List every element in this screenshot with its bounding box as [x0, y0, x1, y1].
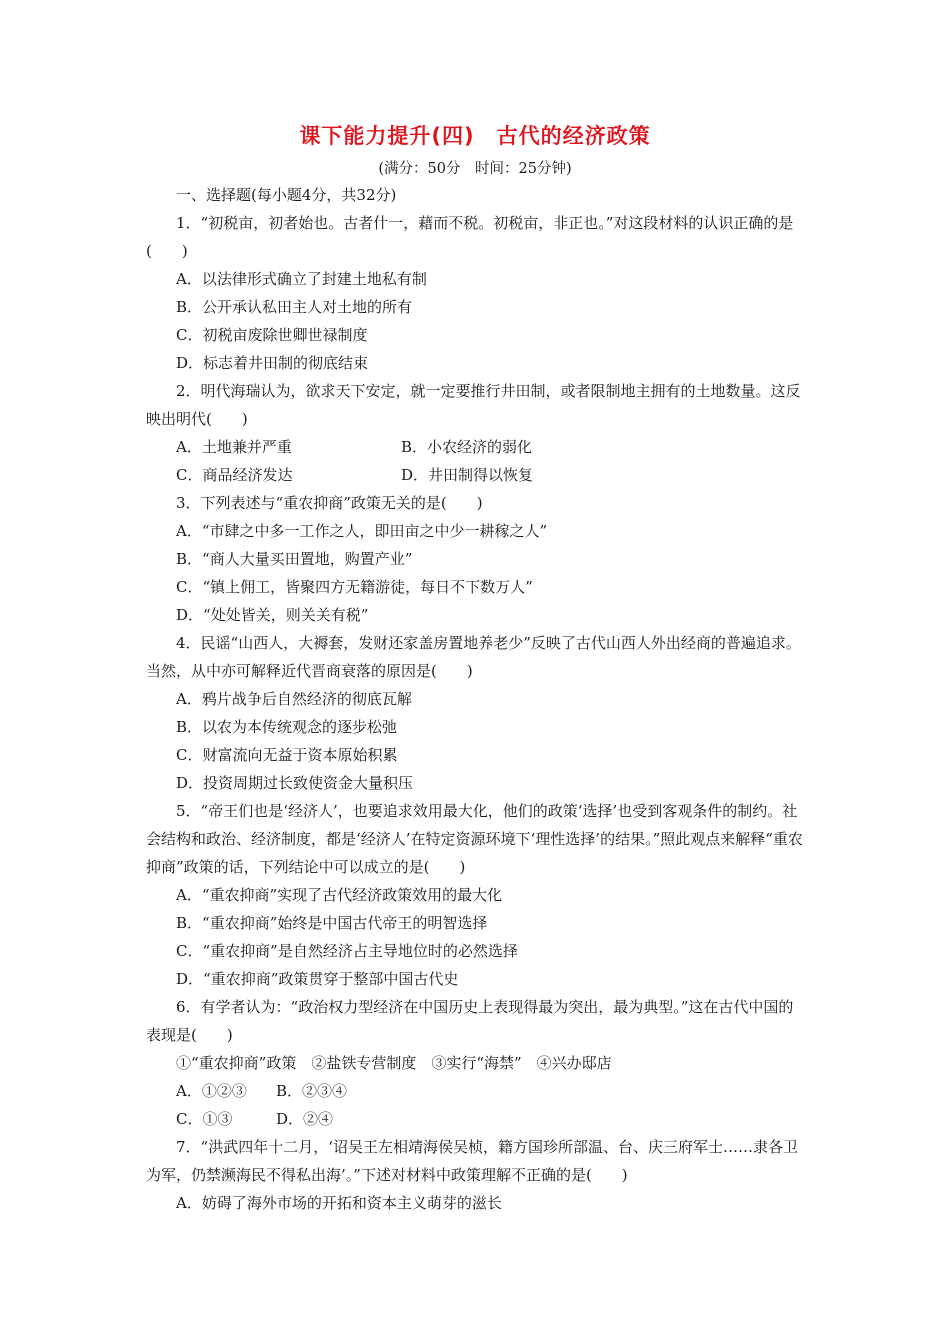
- section-heading: 一、选择题(每小题4分，共32分): [176, 186, 397, 204]
- answer-option: A．鸦片战争后自然经济的彻底瓦解: [176, 690, 412, 708]
- answer-option: B．公开承认私田主人对土地的所有: [176, 298, 413, 316]
- answer-option-row: [146, 1077, 808, 1105]
- answer-option: C．初税亩废除世卿世禄制度: [176, 326, 368, 344]
- question-stem: 1．“初税亩，初者始也。古者什一，藉而不税。初税亩，非正也。”对这段材料的认识正确的是( ): [146, 214, 794, 260]
- answer-option: D．井田制得以恢复: [401, 466, 534, 484]
- answer-option: B．以农为本传统观念的逐步松弛: [176, 718, 398, 736]
- answer-option: A．①②③: [176, 1082, 247, 1100]
- question-stem: 6．有学者认为：“政治权力型经济在中国历史上表现得最为突出，最为典型。”这在古代中国的表现是( ): [146, 998, 794, 1044]
- answer-option: D．“处处皆关，则关关有税”: [176, 606, 369, 624]
- numbered-items: ①“重农抑商”政策 ②盐铁专营制度 ③实行“海禁” ④兴办邸店: [176, 1054, 612, 1072]
- answer-option: A．“市肆之中多一工作之人，即田亩之中少一耕稼之人”: [176, 522, 548, 540]
- answer-option: D．投资周期过长致使资金大量积压: [176, 774, 414, 792]
- answer-option: D．②④: [276, 1110, 334, 1128]
- question-stem: 3．下列表述与“重农抑商”政策无关的是( ): [176, 494, 483, 512]
- answer-option: B．“商人大量买田置地，购置产业”: [176, 550, 413, 568]
- answer-option: A．以法律形式确立了封建土地私有制: [176, 270, 427, 288]
- page-title: 课下能力提升(四) 古代的经济政策: [299, 124, 651, 148]
- answer-option: C．“镇上佣工，皆聚四方无籍游徒，每日不下数万人”: [176, 578, 533, 596]
- question-list: [146, 181, 808, 1217]
- answer-option-row: [146, 433, 808, 461]
- question-stem: 7．“洪武四年十二月，‘诏吴王左相靖海侯吴桢，籍方国珍所部温、台、庆三府军士……隶各卫为军，仍禁濒海民不得私出海’。”下述对材料中政策理解不正确的是( ): [146, 1138, 798, 1184]
- question-stem: 2．明代海瑞认为，欲求天下安定，就一定要推行井田制，或者限制地主拥有的土地数量。这反映出明代( ): [146, 382, 801, 428]
- answer-option: C．“重农抑商”是自然经济占主导地位时的必然选择: [176, 942, 518, 960]
- question-stem: 5．“帝王们也是‘经济人’，也要追求效用最大化，他们的政策‘选择’也受到客观条件的制约。社会结构和政治、经济制度，都是‘经济人’在特定资源环境下‘理性选择’的结果。”照此观点来解释“重农抑商”政策的话，下列结论中可以成立的是( ): [146, 802, 803, 876]
- page-subtitle: (满分：50分 时间：25分钟): [378, 161, 572, 177]
- answer-option: C．①③: [176, 1110, 233, 1128]
- answer-option: A．土地兼并严重: [176, 438, 292, 456]
- answer-option-row: [146, 461, 808, 489]
- answer-option: A．妨碍了海外市场的开拓和资本主义萌芽的滋长: [176, 1194, 502, 1212]
- question-stem: 4．民谣“山西人，大褥套，发财还家盖房置地养老少”反映了古代山西人外出经商的普遍追求。当然，从中亦可解释近代晋商衰落的原因是( ): [146, 634, 801, 680]
- answer-option: D．“重农抑商”政策贯穿于整部中国古代史: [176, 970, 459, 988]
- answer-option: B．“重农抑商”始终是中国古代帝王的明智选择: [176, 914, 488, 932]
- answer-option: B．小农经济的弱化: [401, 438, 533, 456]
- answer-option-row: [146, 1105, 808, 1133]
- answer-option: C．财富流向无益于资本原始积累: [176, 746, 398, 764]
- answer-option: A．“重农抑商”实现了古代经济政策效用的最大化: [176, 886, 503, 904]
- answer-option: D．标志着井田制的彻底结束: [176, 354, 369, 372]
- answer-option: B．②③④: [276, 1082, 348, 1100]
- answer-option: C．商品经济发达: [176, 466, 293, 484]
